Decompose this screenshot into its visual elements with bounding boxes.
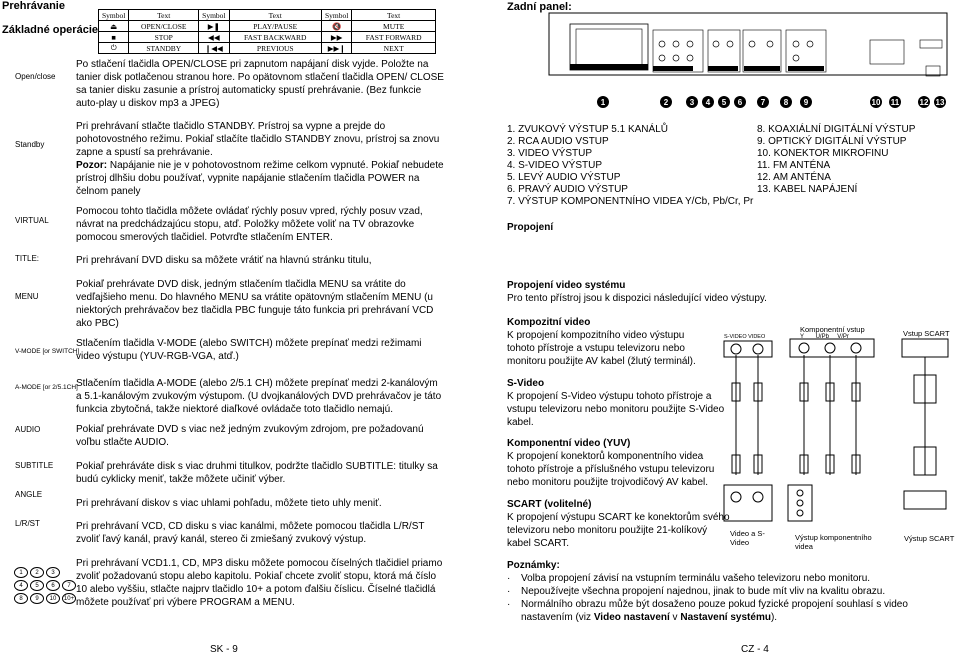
symbol-text: FAST BACKWARD bbox=[229, 32, 322, 43]
panel-number: 13 bbox=[935, 97, 945, 107]
paragraph-lrst: Pri prehrávaní VCD, CD disku s viac kanálmi, môžete pomocou tlačidla L/R/ST zvoliť ľavý kanál, pravý kanál, stereo či zmiešaný zvukový výstup. bbox=[76, 521, 425, 545]
diagram-label-scart-input: Vstup SCART bbox=[903, 329, 950, 338]
table-row bbox=[99, 43, 436, 54]
scart-heading: SCART (volitelné) bbox=[507, 499, 592, 510]
numpad-key: 3 bbox=[46, 567, 60, 578]
notes-list bbox=[507, 572, 952, 624]
paragraph-angle: Pri prehrávaní diskov s viac uhlami pohľadu, môžete tieto uhly meniť. bbox=[76, 498, 382, 509]
diagram-label-video-svideo: Video a S-Video bbox=[730, 529, 765, 547]
paragraph-standby: Pri prehrávaní stlačte tlačidlo STANDBY. Prístroj sa vypne a prejde do pohotovostného režimu. Pokiaľ stlačíte tlačidlo STANDBY znovu, prístroj sa znovu zapne a spustí sa prehrávanie. bbox=[76, 121, 440, 158]
label-virtual: VIRTUAL bbox=[15, 216, 49, 225]
section-heading-zadni-panel: Zadní panel: bbox=[507, 1, 572, 13]
numpad-key: 9 bbox=[30, 593, 44, 604]
yuv-heading: Komponentní video (YUV) bbox=[507, 438, 631, 449]
list-item: · Normálního obrazu může být dosaženo pouze pokud fyzické propojení souhlasí s video nastavením (viz Video nastavení v Nastavení systému). bbox=[507, 598, 952, 624]
text-header: Text bbox=[129, 10, 199, 21]
list-item: 4. S-VIDEO VÝSTUP bbox=[507, 160, 603, 171]
propojeni-heading: Propojení bbox=[507, 222, 554, 233]
panel-number: 12 bbox=[919, 97, 929, 107]
paragraph-menu: Pokiaľ prehrávate DVD disk, jedným stlačením tlačidla MENU sa vrátite do vedľajšieho menu. Do hlavného MENU sa vrátite opätovným stlačením MENU (u niektorých prehrávačov bez tlačidla PBC funguje táto funkcia pri prehrávaní VCD ako PBC) bbox=[76, 279, 434, 329]
list-item: 6. PRAVÝ AUDIO VÝSTUP bbox=[507, 184, 628, 195]
panel-number: 7 bbox=[757, 96, 769, 108]
yuv-text: K propojení konektorů komponentního videa tohoto přístroje a příslušného vstupu televizoru nebo monitoru použijte trojvodičový AV kabel. bbox=[507, 451, 715, 488]
panel-number: 3 bbox=[686, 96, 698, 108]
play-pause-icon: ▶❚ bbox=[199, 21, 229, 32]
paragraph-amode: Stlačením tlačidla A-MODE (alebo 2/5.1 CH) môžete prepínať medzi 2-kanálovým a 5.1-kanálovým zvukovým výstupom. (U dvojkanálových DVD prehrávačov je táto funkcia zbytočná, takže niektoré diaľkové ovládače toto tlačidlo nemajú. bbox=[76, 378, 442, 415]
list-item: 3. VIDEO VÝSTUP bbox=[507, 148, 593, 159]
paragraph-title: Pri prehrávaní DVD disku sa môžete vrátiť na hlavnú stránku titulu, bbox=[76, 255, 372, 266]
numpad-key: 10+ bbox=[62, 593, 76, 604]
label-vmode: V-MODE [or SWITCH] bbox=[15, 348, 80, 355]
fast-backward-icon: ◀◀ bbox=[199, 32, 229, 43]
notes-heading: Poznámky: bbox=[507, 560, 560, 571]
pozor-text: Napájanie nie je v pohotovostnom režime celkom vypnuté. Pokiaľ nebudete prístroj dlhšiu dobu používať, vypnite napájanie stlačením tlačidla POWER na čelnom panely bbox=[76, 160, 444, 197]
fast-forward-icon: ▶▶ bbox=[322, 32, 352, 43]
paragraph-pozor bbox=[76, 159, 446, 198]
symbol-header: Symbol bbox=[322, 10, 352, 21]
list-item: 8. KOAXIÁLNÍ DIGITÁLNÍ VÝSTUP bbox=[757, 124, 916, 135]
symbol-text: NEXT bbox=[352, 43, 436, 54]
label-menu: MENU bbox=[15, 292, 39, 301]
connector-list-2 bbox=[757, 124, 915, 196]
label-audio: AUDIO bbox=[15, 425, 41, 434]
diagram-label-ypbpr: Y U/Pb V/Pr bbox=[800, 334, 849, 340]
numpad-key: 7 bbox=[62, 580, 76, 591]
previous-icon: ❙◀◀ bbox=[199, 43, 229, 54]
mute-icon: 🔇 bbox=[322, 21, 352, 32]
label-standby: Standby bbox=[15, 140, 45, 149]
page-footer-right: CZ - 4 bbox=[741, 644, 769, 655]
list-item: 9. OPTICKÝ DIGITÁLNÍ VÝSTUP bbox=[757, 136, 907, 147]
paragraph-vmode: Stlačením tlačidla V-MODE (alebo SWITCH) môžete prepínať medzi režimami video výstupu (YUV-RGB-VGA, atď.) bbox=[76, 338, 422, 362]
power-icon: ⏻ bbox=[99, 43, 129, 54]
pozor-label: Pozor: bbox=[76, 160, 108, 171]
panel-number: 4 bbox=[702, 96, 714, 108]
video-system-heading: Propojení video systému bbox=[507, 280, 626, 291]
list-item: · Volba propojení závisí na vstupním terminálu vašeho televizoru nebo monitoru. bbox=[507, 573, 871, 584]
label-title: TITLE: bbox=[15, 254, 40, 263]
numpad-key: 8 bbox=[14, 593, 28, 604]
paragraph-numpad: Pri prehrávaní VCD1.1, CD, MP3 disku môžete pomocou číselných tlačidiel priamo zvoliť požadovanú stopu alebo kapitolu. Pokiaľ chcete zvoliť stopu, ktorá má číslo 10 alebo vyššiu, stlačte najprv tlačidlo 10+ a potom ďalšiu číslicu. Číselné tlačidlá môžete používať pri výbere PROGRAM a MENU. bbox=[76, 558, 443, 608]
panel-number: 5 bbox=[718, 96, 730, 108]
diagram-label-scart-output: Výstup SCART bbox=[904, 534, 955, 543]
symbol-header: Symbol bbox=[199, 10, 229, 21]
text-header: Text bbox=[352, 10, 436, 21]
panel-number: 11 bbox=[890, 97, 900, 107]
list-item: · Nepoužívejte všechna propojení najednou, jinak to bude mít vliv na kvalitu obrazu. bbox=[507, 586, 886, 597]
table-row bbox=[99, 21, 436, 32]
connector-list-1 bbox=[507, 124, 753, 208]
diagram-label-component-output: Výstup komponentního videa bbox=[795, 533, 872, 551]
symbol-text: MUTE bbox=[352, 21, 436, 32]
note-text: Normálního obrazu může být dosaženo pouze pokud fyzické propojení souhlasí s video nastavením (viz Video nastavení v Nastavení systému). bbox=[521, 599, 908, 623]
rear-panel-diagram bbox=[548, 12, 948, 82]
numpad bbox=[14, 567, 76, 606]
symbol-text: STANDBY bbox=[129, 43, 199, 54]
paragraph-open-close: Po stlačení tlačidla OPEN/CLOSE pri zapnutom napájaní disk vyjde. Položte na tanier disk potlačenou stranou hore. Po opätovnom stlačení tlačidla OPEN/ CLOSE sa tanier disku zasunie a prístroj automaticky spustí prehrávanie. (Bez funkcie auto-play u diskov mp3 a JPEG) bbox=[76, 59, 444, 109]
list-item: 10. KONEKTOR MIKROFINU bbox=[757, 148, 889, 159]
list-item: 12. AM ANTÉNA bbox=[757, 172, 831, 183]
video-system-text: Pro tento přístroj jsou k dispozici následující video výstupy. bbox=[507, 293, 767, 304]
note-text: Nepoužívejte všechna propojení najednou, jinak to bude mít vliv na kvalitu obrazu. bbox=[521, 586, 886, 597]
note-text: Volba propojení závisí na vstupním terminálu vašeho televizoru nebo monitoru. bbox=[521, 573, 871, 584]
composite-heading: Kompozitní video bbox=[507, 317, 591, 328]
list-item: 13. KABEL NAPÁJENÍ bbox=[757, 184, 858, 195]
svideo-text: K propojení S-Video výstupu tohoto přístroje a vstupu televizoru nebo monitoru použijte S-Video kabel. bbox=[507, 391, 725, 428]
next-icon: ▶▶❙ bbox=[322, 43, 352, 54]
numpad-key: 1 bbox=[14, 567, 28, 578]
text-header: Text bbox=[229, 10, 322, 21]
numpad-key: 5 bbox=[30, 580, 44, 591]
svideo-heading: S-Video bbox=[507, 378, 545, 389]
page-footer-left: SK - 9 bbox=[210, 644, 238, 655]
paragraph-subtitle: Pokiaľ prehráváte disk s viac druhmi titulkov, podržte tlačidlo SUBTITLE: titulky sa budú cyklicky meniť, takže môžete učiniť výber. bbox=[76, 461, 438, 485]
label-angle: ANGLE bbox=[15, 490, 43, 499]
section-heading-zakladne-operacie: Základné operácie bbox=[2, 24, 98, 36]
panel-number: 2 bbox=[660, 96, 672, 108]
stop-icon: ■ bbox=[99, 32, 129, 43]
symbol-text: FAST FORWARD bbox=[352, 32, 436, 43]
diagram-label-svideo-video: S-VIDEO VIDEO bbox=[724, 334, 766, 340]
numpad-key: 4 bbox=[14, 580, 28, 591]
label-lrst: L/R/ST bbox=[15, 519, 40, 528]
symbol-text: STOP bbox=[129, 32, 199, 43]
scart-text: K propojení výstupu SCART ke konektorům svého televizoru nebo monitoru použijte 21-kolíkový kabel SCART. bbox=[507, 512, 730, 549]
paragraph-audio: Pokiaľ prehrávate DVD s viac než jedným zvukovým zdrojom, pre požadovanú voľbu stlačte AUDIO. bbox=[76, 424, 424, 448]
symbol-header: Symbol bbox=[99, 10, 129, 21]
eject-icon: ⏏ bbox=[99, 21, 129, 32]
list-item: 1. ZVUKOVÝ VÝSTUP 5.1 KANÁLŮ bbox=[507, 124, 668, 135]
panel-number: 9 bbox=[800, 96, 812, 108]
numpad-key: 6 bbox=[46, 580, 60, 591]
connection-diagram bbox=[718, 325, 958, 550]
symbol-text: OPEN/CLOSE bbox=[129, 21, 199, 32]
diagram-label-component-input: Komponentní vstup bbox=[800, 325, 865, 334]
symbol-text: PLAY/PAUSE bbox=[229, 21, 322, 32]
list-item: 2. RCA AUDIO VSTUP bbox=[507, 136, 609, 147]
label-open-close: Open/close bbox=[15, 72, 56, 81]
panel-number: 6 bbox=[734, 96, 746, 108]
panel-number: 10 bbox=[871, 97, 881, 107]
list-item: 5. LEVÝ AUDIO VÝSTUP bbox=[507, 172, 621, 183]
numpad-key: 10 bbox=[46, 593, 60, 604]
section-heading-prehravanie: Prehrávanie bbox=[2, 0, 65, 12]
paragraph-virtual: Pomocou tohto tlačidla môžete ovládať rýchly posuv vpred, rýchly posuv vzad, návrat na predchádzajúcu stopu, atď. Položky môžete voliť na TV obrazovke pomocou smerových tlačidiel. Potvrďte stlačením ENTER. bbox=[76, 206, 423, 243]
label-amode: A-MODE [or 2/5.1CH] bbox=[15, 384, 78, 391]
label-subtitle: SUBTITLE bbox=[15, 461, 54, 470]
list-item: 11. FM ANTÉNA bbox=[757, 160, 831, 171]
composite-text: K propojení kompozitního video výstupu tohoto přístroje a vstupu televizoru nebo monitoru použijte AV kabel (žlutý terminál). bbox=[507, 330, 696, 367]
panel-number: 1 bbox=[597, 96, 609, 108]
panel-number: 8 bbox=[780, 96, 792, 108]
numpad-key: 2 bbox=[30, 567, 44, 578]
table-row bbox=[99, 32, 436, 43]
symbol-text: PREVIOUS bbox=[229, 43, 322, 54]
list-item: 7. VÝSTUP KOMPONENTNÍHO VIDEA Y/Cb, Pb/Cr, Pr bbox=[507, 196, 754, 207]
symbol-table bbox=[98, 9, 436, 54]
